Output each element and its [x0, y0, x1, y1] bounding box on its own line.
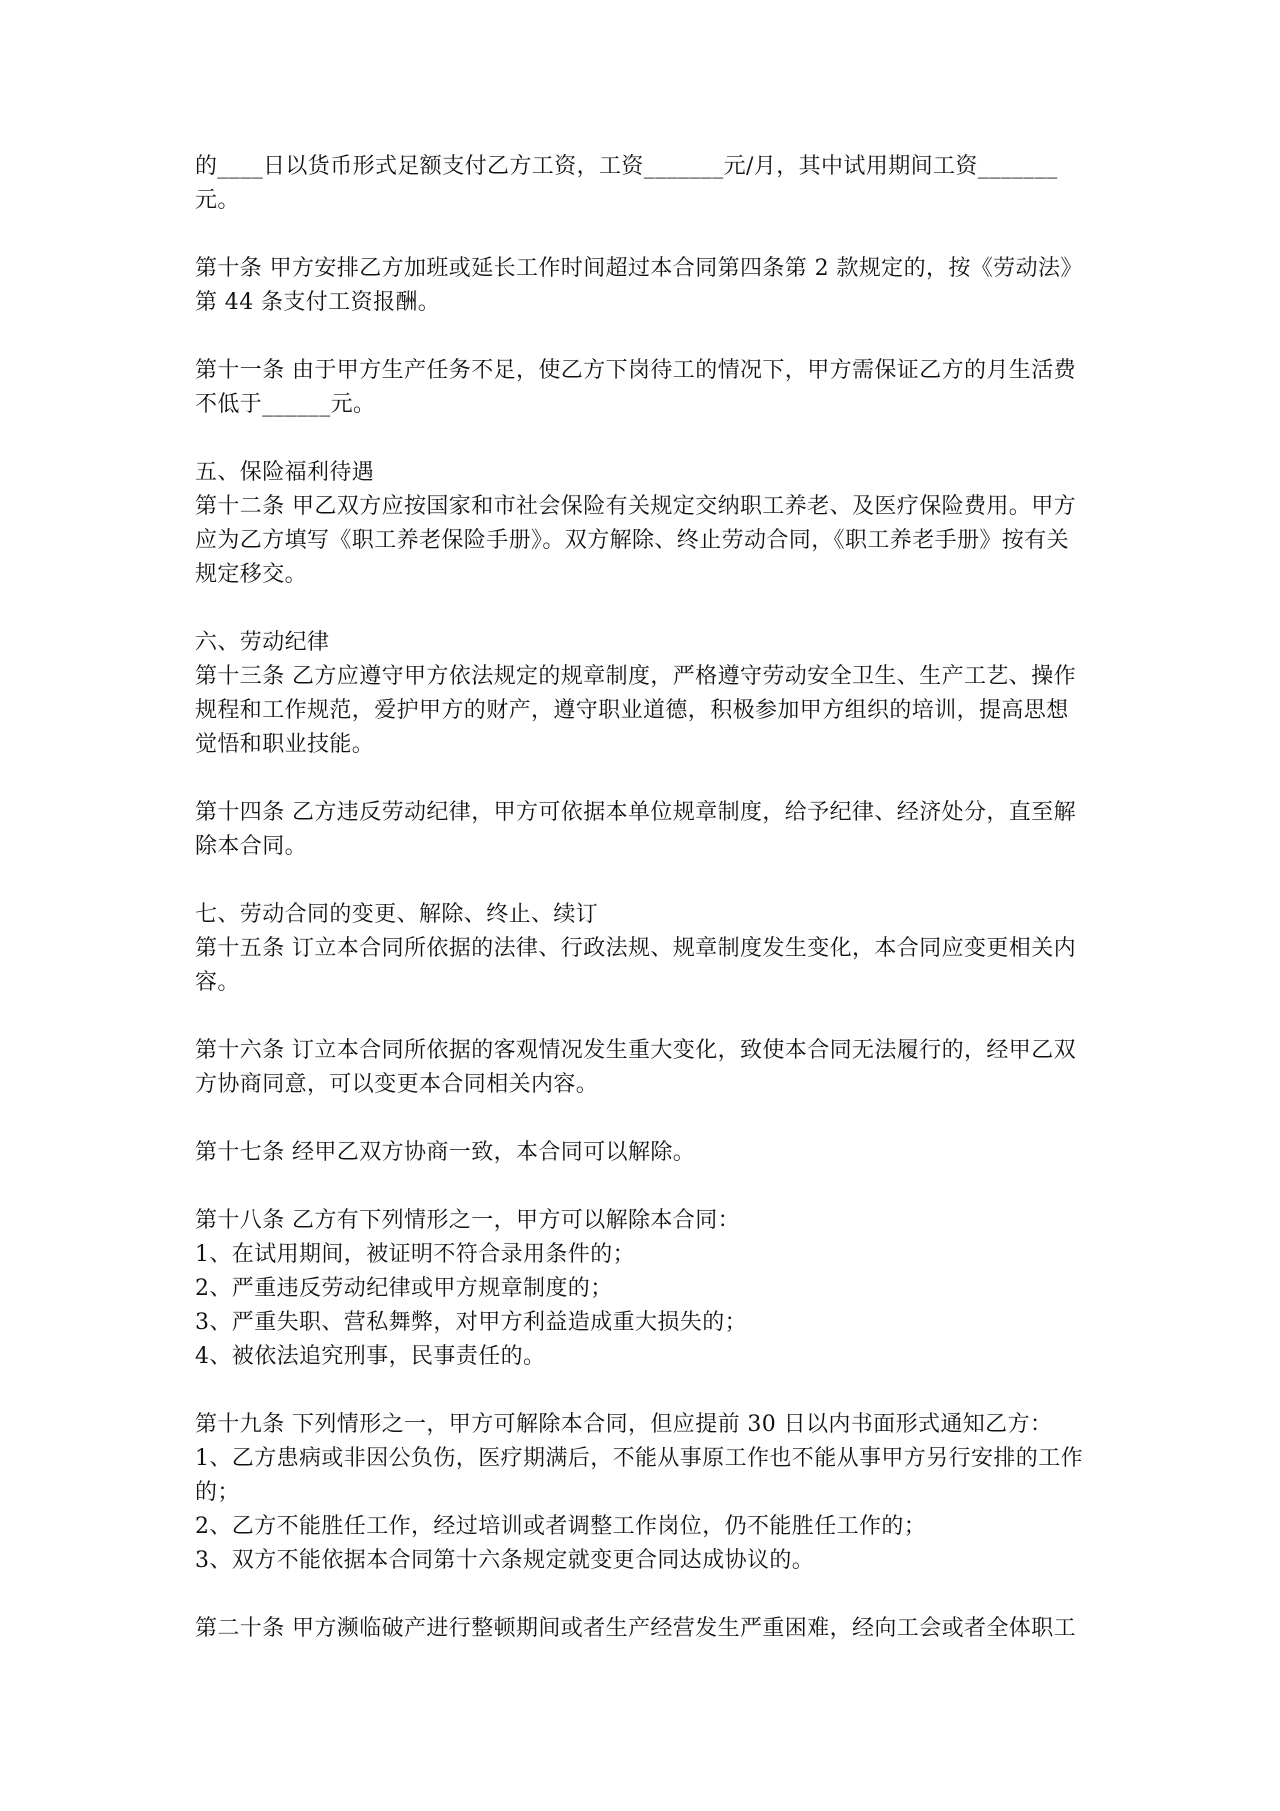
text-line: 不低于______元。 — [195, 392, 376, 417]
article-11 — [195, 354, 1085, 422]
list-item: 1、乙方患病或非因公负伤，医疗期满后，不能从事原工作也不能从事甲方另行安排的工作 — [195, 1446, 1083, 1471]
article-14 — [195, 796, 1085, 864]
text-line: 第十二条 甲乙双方应按国家和市社会保险有关规定交纳职工养老、及医疗保险费用。甲方 — [195, 494, 1076, 519]
text-line: 容。 — [195, 970, 240, 995]
text-line: 的____日以货币形式足额支付乙方工资，工资_______元/月，其中试用期间工资_______ — [195, 154, 1058, 179]
text-line: 第十七条 经甲乙双方协商一致，本合同可以解除。 — [195, 1140, 696, 1165]
text-line: 第十三条 乙方应遵守甲方依法规定的规章制度，严格遵守劳动安全卫生、生产工艺、操作 — [195, 664, 1076, 689]
text-line: 应为乙方填写《职工养老保险手册》。双方解除、终止劳动合同，《职工养老手册》按有关 — [195, 528, 1070, 553]
list-item: 1、在试用期间，被证明不符合录用条件的； — [195, 1242, 635, 1267]
section-6-discipline — [195, 626, 1085, 762]
text-line: 第十一条 由于甲方生产任务不足，使乙方下岗待工的情况下，甲方需保证乙方的月生活费 — [195, 358, 1076, 383]
list-item: 2、严重违反劳动纪律或甲方规章制度的； — [195, 1276, 613, 1301]
paragraph-salary — [195, 150, 1085, 218]
article-16 — [195, 1034, 1085, 1102]
list-item: 3、严重失职、营私舞弊，对甲方利益造成重大损失的； — [195, 1310, 747, 1335]
section-heading: 六、劳动纪律 — [195, 630, 330, 655]
text-line: 规程和工作规范，爱护甲方的财产，遵守职业道德，积极参加甲方组织的培训，提高思想 — [195, 698, 1069, 723]
text-line: 第 44 条支付工资报酬。 — [195, 290, 441, 315]
list-item: 4、被依法追究刑事，民事责任的。 — [195, 1344, 546, 1369]
text-line: 觉悟和职业技能。 — [195, 732, 375, 757]
text-line: 方协商同意，可以变更本合同相关内容。 — [195, 1072, 599, 1097]
document-page — [195, 150, 1085, 1646]
section-heading: 五、保险福利待遇 — [195, 460, 375, 485]
article-20 — [195, 1612, 1085, 1646]
section-7-contract-change — [195, 898, 1085, 1000]
article-17 — [195, 1136, 1085, 1170]
text-line: 第二十条 甲方濒临破产进行整顿期间或者生产经营发生严重困难，经向工会或者全体职工 — [195, 1616, 1076, 1641]
list-item: 3、双方不能依据本合同第十六条规定就变更合同达成协议的。 — [195, 1548, 815, 1573]
section-heading: 七、劳动合同的变更、解除、终止、续订 — [195, 902, 599, 927]
text-line: 第十四条 乙方违反劳动纪律，甲方可依据本单位规章制度，给予纪律、经济处分，直至解 — [195, 800, 1076, 825]
list-item: 2、乙方不能胜任工作，经过培训或者调整工作岗位，仍不能胜任工作的； — [195, 1514, 927, 1539]
text-line: 规定移交。 — [195, 562, 308, 587]
text-line: 第十条 甲方安排乙方加班或延长工作时间超过本合同第四条第 2 款规定的，按《劳动法》 — [195, 256, 1083, 281]
article-19 — [195, 1408, 1085, 1578]
text-line: 第十九条 下列情形之一，甲方可解除本合同，但应提前 30 日以内书面形式通知乙方： — [195, 1412, 1053, 1437]
text-line: 第十八条 乙方有下列情形之一，甲方可以解除本合同： — [195, 1208, 740, 1233]
text-line: 元。 — [195, 188, 240, 213]
list-item: 的； — [195, 1480, 240, 1505]
text-line: 除本合同。 — [195, 834, 308, 859]
text-line: 第十五条 订立本合同所依据的法律、行政法规、规章制度发生变化，本合同应变更相关内 — [195, 936, 1076, 961]
article-10 — [195, 252, 1085, 320]
article-18 — [195, 1204, 1085, 1374]
text-line: 第十六条 订立本合同所依据的客观情况发生重大变化，致使本合同无法履行的，经甲乙双 — [195, 1038, 1076, 1063]
section-5-insurance — [195, 456, 1085, 592]
